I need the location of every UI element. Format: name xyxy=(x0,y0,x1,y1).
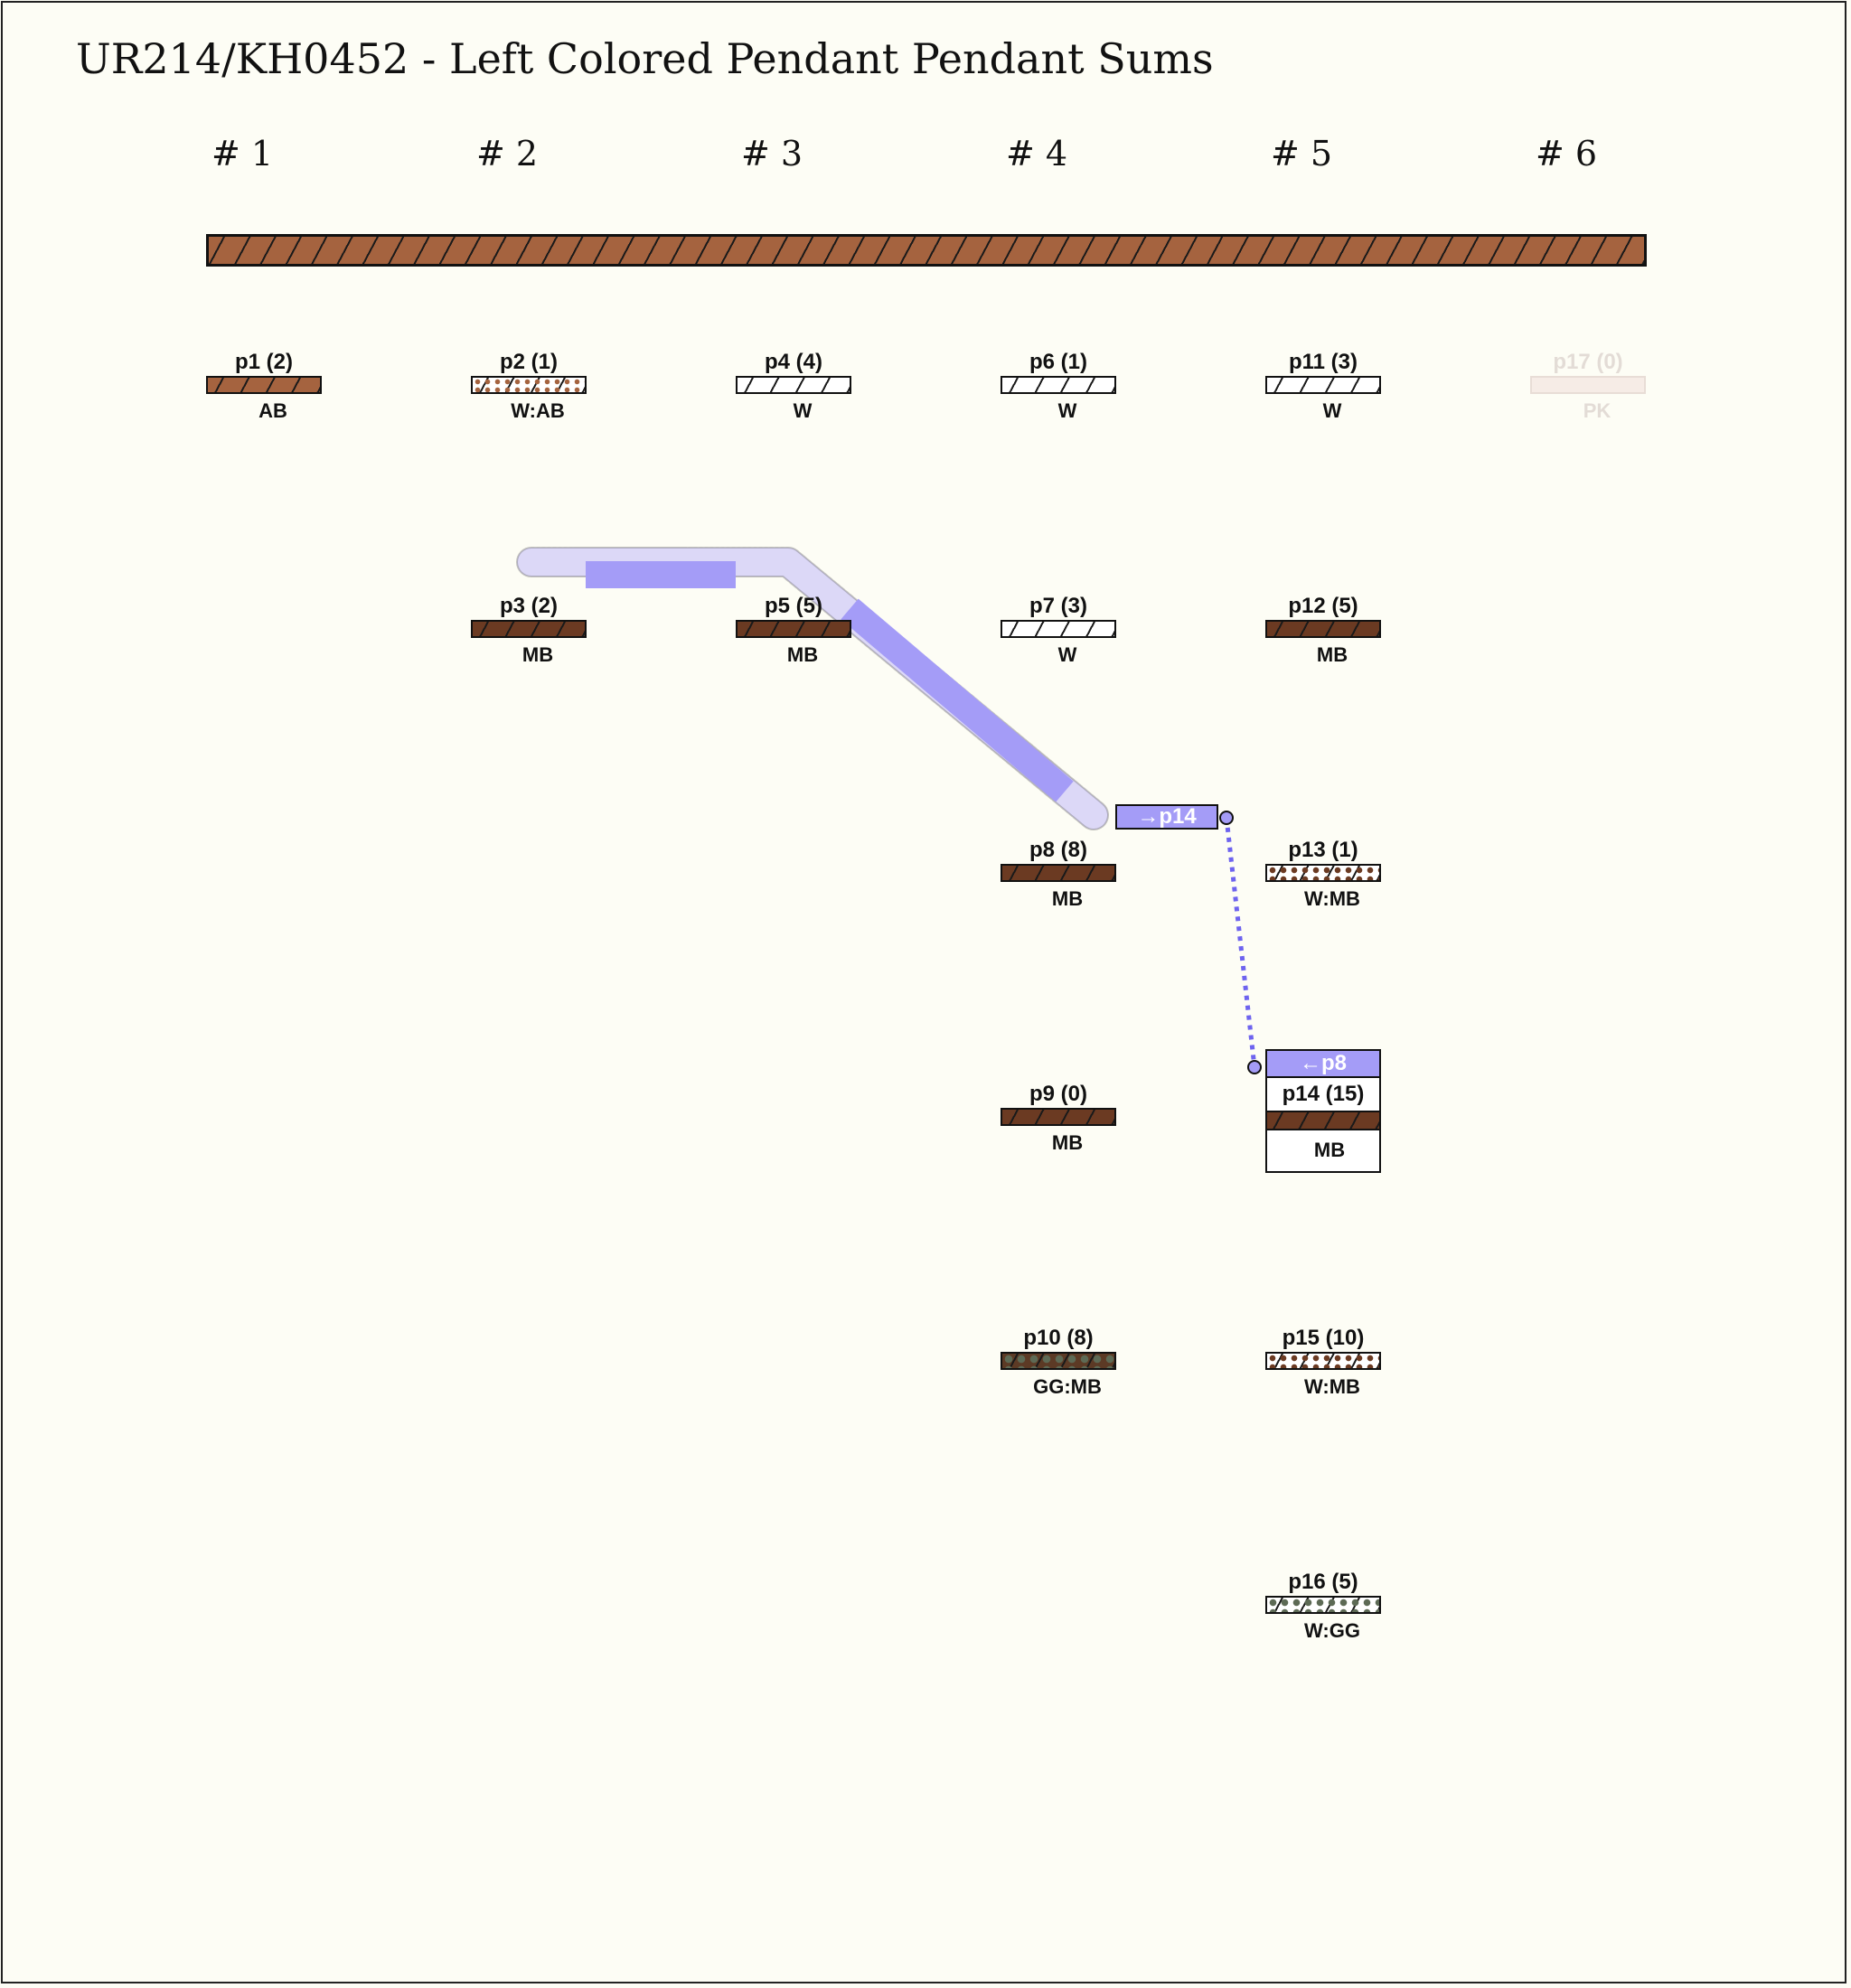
pendant-color: W xyxy=(1057,643,1077,666)
pendant-color: MB xyxy=(1051,1131,1084,1154)
pendant-cord xyxy=(736,376,851,394)
pendant-p2[interactable] xyxy=(471,349,587,423)
pendant-color: W:MB xyxy=(1304,887,1360,910)
group-label-4: # 4 xyxy=(1005,134,1068,173)
pendant-p17[interactable] xyxy=(1530,349,1646,423)
pendant-cord xyxy=(1265,620,1381,638)
pendant-label: p16 (5) xyxy=(1288,1570,1358,1594)
pendant-p3[interactable] xyxy=(471,593,587,667)
pendant-cord xyxy=(206,376,322,394)
pendant-color: PK xyxy=(1583,399,1611,422)
pendant-label: p17 (0) xyxy=(1553,350,1623,374)
link-anchor-p8 xyxy=(1220,811,1233,824)
pendant-color: MB xyxy=(521,643,554,666)
link-tag-to-p14[interactable]: →p14 xyxy=(1115,804,1218,830)
pendant-cord xyxy=(471,376,587,394)
pendant-label: p13 (1) xyxy=(1288,838,1358,862)
pendant-cord xyxy=(1265,1596,1381,1614)
pendant-p13[interactable] xyxy=(1265,837,1381,911)
group-label-5: # 5 xyxy=(1270,134,1333,173)
pendant-color: MB xyxy=(786,643,819,666)
pendant-cord xyxy=(1530,376,1646,394)
pendant-cord xyxy=(1265,376,1381,394)
pendant-label: p15 (10) xyxy=(1282,1326,1365,1350)
pendant-label: p9 (0) xyxy=(1029,1082,1087,1106)
pendant-p8[interactable] xyxy=(1001,837,1116,911)
pendant-label: p4 (4) xyxy=(764,350,822,374)
pendant-cord xyxy=(1001,376,1116,394)
pendant-label: p6 (1) xyxy=(1029,350,1087,374)
link-tag-from-p8[interactable]: ←p8 xyxy=(1267,1051,1379,1078)
pendant-color: W:MB xyxy=(1304,1375,1360,1398)
pendant-cord xyxy=(1265,864,1381,882)
pendant-color: W xyxy=(793,399,813,422)
pendant-cord xyxy=(1001,620,1116,638)
pendant-p1[interactable] xyxy=(206,349,322,423)
pendant-label: p10 (8) xyxy=(1023,1326,1094,1350)
pendant-p16[interactable] xyxy=(1265,1569,1381,1643)
pendant-p5[interactable] xyxy=(736,593,851,667)
pendant-color: MB xyxy=(1051,887,1084,910)
pendant-p15[interactable] xyxy=(1265,1325,1381,1399)
pendant-cord xyxy=(1001,864,1116,882)
pendant-color: GG:MB xyxy=(1033,1375,1102,1398)
pendant-p14[interactable] xyxy=(1265,1049,1381,1173)
pendant-label: p12 (5) xyxy=(1288,594,1358,618)
pendant-label: p5 (5) xyxy=(764,594,822,618)
page-title: UR214/KH0452 - Left Colored Pendant Pendant Sums xyxy=(76,34,1214,83)
pendant-label: p2 (1) xyxy=(499,350,558,374)
pendant-label: p7 (3) xyxy=(1029,594,1087,618)
pendant-cord xyxy=(1267,1111,1379,1130)
pendant-cord xyxy=(1001,1108,1116,1126)
pendant-p9[interactable] xyxy=(1001,1081,1116,1155)
pendant-label: p14 (15) xyxy=(1282,1082,1365,1106)
group-label-2: # 2 xyxy=(475,134,539,173)
pendant-color: W xyxy=(1322,399,1342,422)
pendant-p12[interactable] xyxy=(1265,593,1381,667)
pendant-p11[interactable] xyxy=(1265,349,1381,423)
pendant-color: W:AB xyxy=(511,399,565,422)
pendant-color: AB xyxy=(258,399,287,422)
pendant-p10[interactable] xyxy=(1001,1325,1116,1399)
pendant-p4[interactable] xyxy=(736,349,851,423)
link-anchor-p14 xyxy=(1248,1061,1261,1074)
pendant-label: p11 (3) xyxy=(1288,350,1358,374)
pendant-label: p1 (2) xyxy=(234,350,293,374)
pendant-color: W xyxy=(1057,399,1077,422)
pendant-label: p3 (2) xyxy=(499,594,558,618)
pendant-cord xyxy=(736,620,851,638)
pendant-label: p8 (8) xyxy=(1029,838,1087,862)
pendant-cord xyxy=(1001,1352,1116,1370)
group-label-3: # 3 xyxy=(740,134,803,173)
pendant-color: MB xyxy=(1316,643,1348,666)
pendant-p7[interactable] xyxy=(1001,593,1116,667)
pendant-p6[interactable] xyxy=(1001,349,1116,423)
pendant-color: W:GG xyxy=(1304,1619,1360,1642)
group-label-1: # 1 xyxy=(211,134,274,173)
sum-link-dotted xyxy=(1226,818,1254,1067)
pendant-cord xyxy=(471,620,587,638)
pendant-cord xyxy=(1265,1352,1381,1370)
pendant-color: MB xyxy=(1313,1139,1346,1161)
group-label-6: # 6 xyxy=(1535,134,1598,173)
